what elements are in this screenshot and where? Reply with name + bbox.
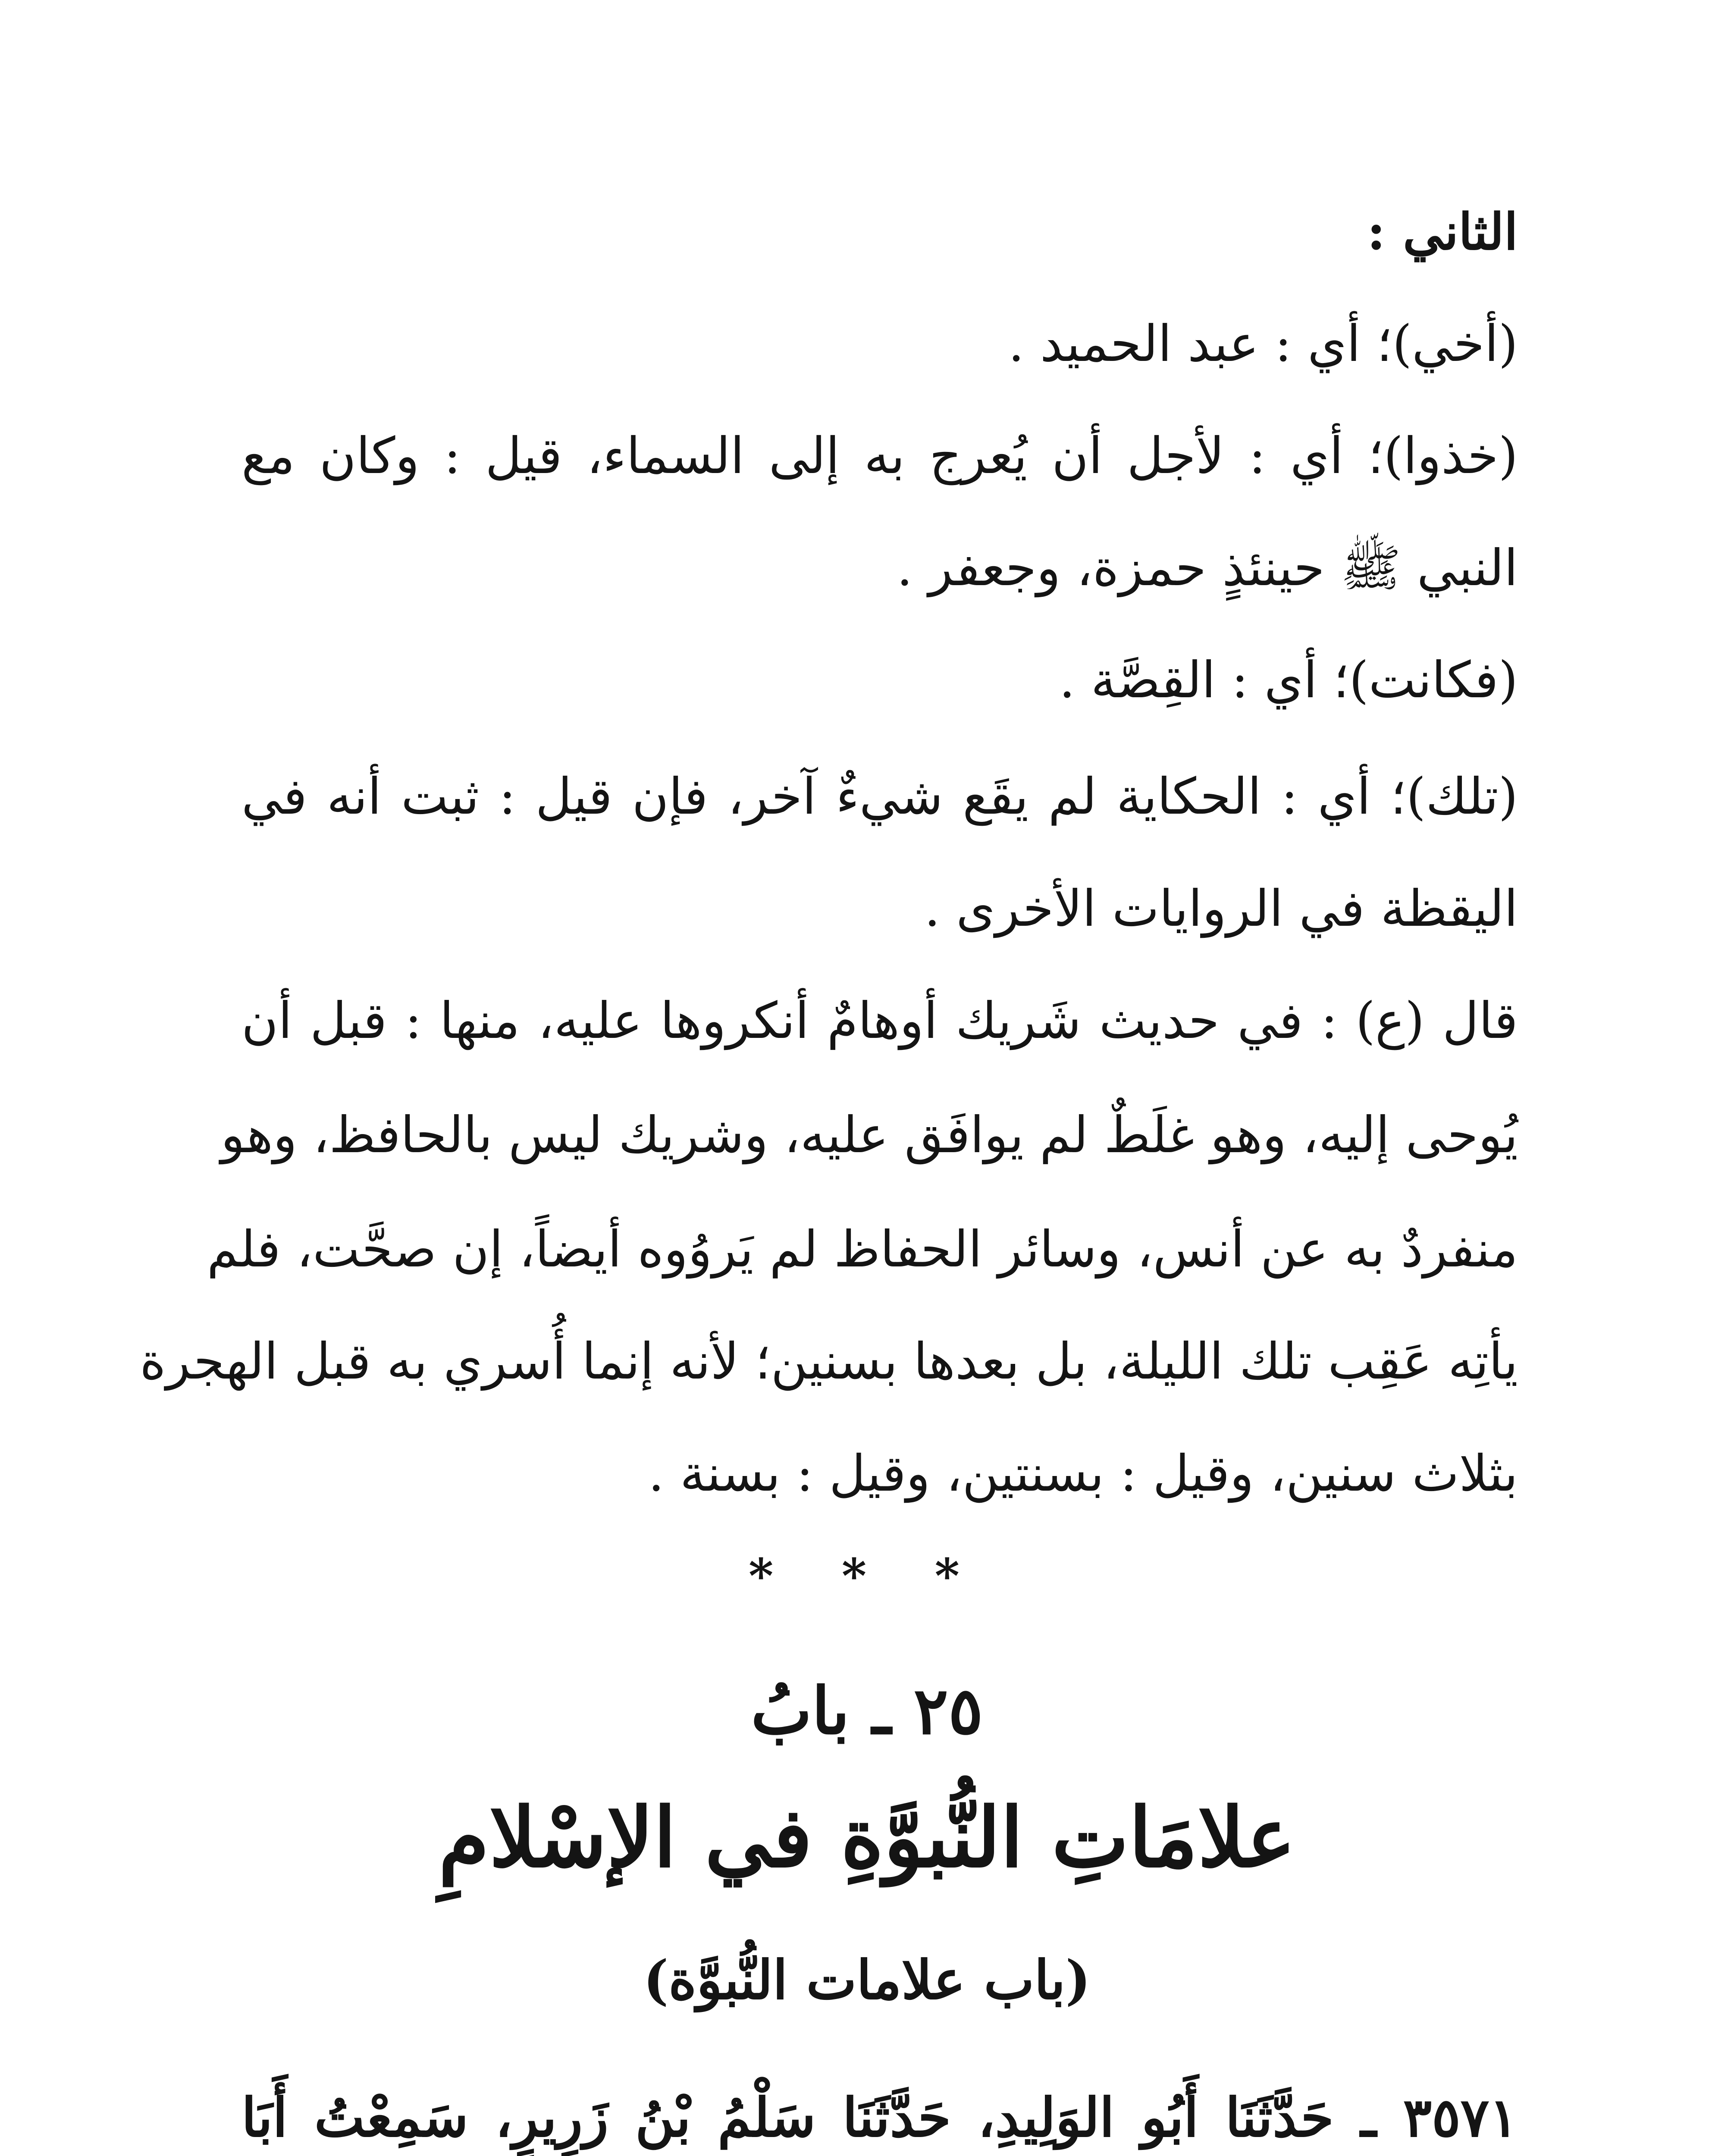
commentary-line: النبي ﷺ حينئذٍ حمزة، وجعفر .	[897, 539, 1518, 597]
hadith-line: ٣٥٧١ ـ حَدَّثَنَا أَبُو الوَلِيدِ، حَدَّثَنَا سَلْمُ بْنُ زَرِيرٍ، سَمِعْتُ أَبَا	[241, 2087, 1518, 2149]
commentary-line: منفردٌ به عن أنس، وسائر الحفاظ لم يَروُوه أيضاً، إن صحَّت، فلم	[207, 1220, 1518, 1279]
commentary-line: (خذوا)؛ أي : لأجل أن يُعرج به إلى السماء، قيل : وكان مع	[241, 427, 1518, 485]
chapter-subtitle: (باب علامات النُّبوَّة)	[643, 1949, 1091, 2012]
hadith-block	[140, 0, 1518, 2156]
section-separator: * * *	[748, 1548, 986, 1604]
chapter-title: علامَاتِ النُّبوَّةِ في الإسْلامِ	[438, 1789, 1296, 1886]
commentary-line: اليقظة في الروايات الأخرى .	[924, 880, 1518, 938]
commentary-line: (فكانت)؛ أي : القِصَّة .	[1059, 651, 1518, 709]
chapter-number: ٢٥ ـ بابُ	[751, 1673, 983, 1749]
commentary-line: قال (ع) : في حديث شَريك أوهامٌ أنكروها عليه، منها : قبل أن	[241, 992, 1518, 1050]
commentary-line: الثاني :	[1367, 203, 1518, 261]
commentary-line: (تلك)؛ أي : الحكاية لم يقَع شيءٌ آخر، فإن قيل : ثبت أنه في	[241, 768, 1518, 826]
commentary-line: يُوحى إليه، وهو غلَطٌ لم يوافَق عليه، وشريك ليس بالحافظ، وهو	[220, 1106, 1518, 1164]
commentary-line: (أخي)؛ أي : عبد الحميد .	[1008, 315, 1518, 373]
commentary-line: بثلاث سنين، وقيل : بسنتين، وقيل : بسنة .	[648, 1445, 1518, 1503]
commentary-line: يأتِه عَقِب تلك الليلة، بل بعدها بسنين؛ لأنه إنما أُسري به قبل الهجرة	[140, 1332, 1518, 1391]
